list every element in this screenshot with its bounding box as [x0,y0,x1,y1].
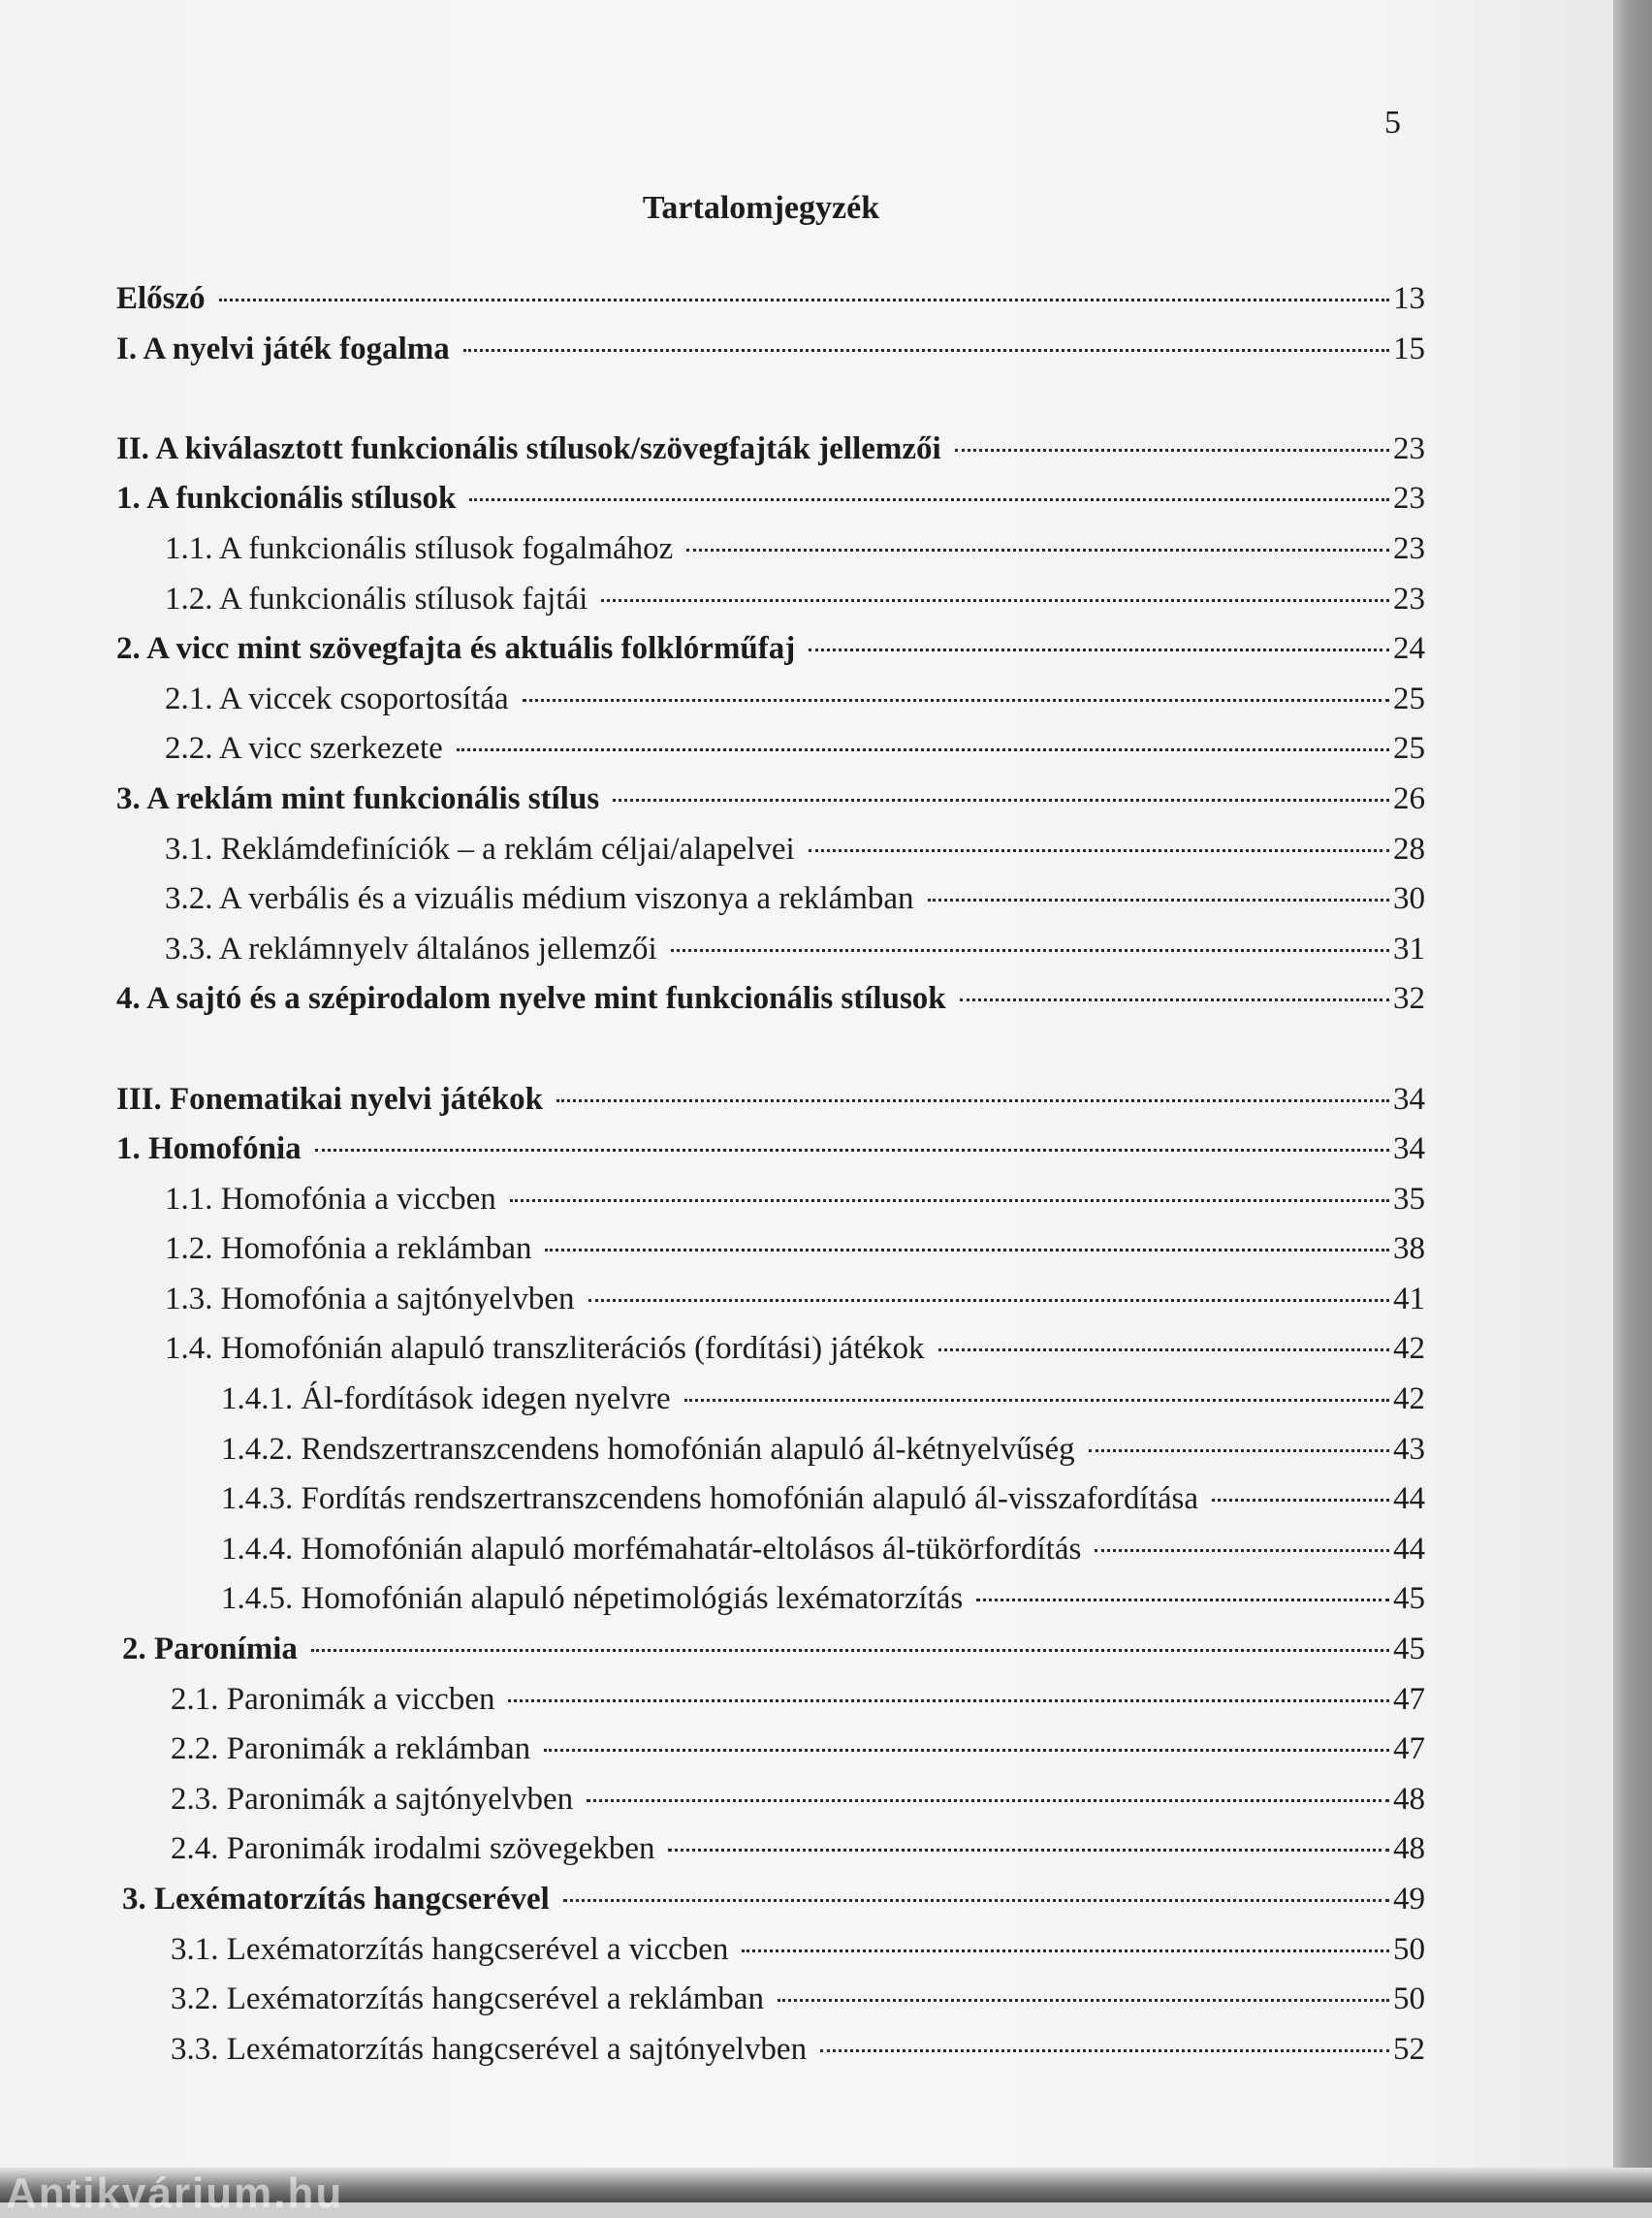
toc-entry-label: 1.4.1. Ál-fordítások idegen nyelvre [221,1381,671,1417]
dot-leader [742,1949,1389,1952]
toc-entry-page: 44 [1393,1481,1425,1517]
dot-leader [671,949,1389,952]
dot-leader [820,2049,1389,2052]
toc-entry-page: 43 [1393,1431,1425,1467]
toc-entry-page: 32 [1393,981,1425,1017]
dot-leader [469,498,1389,501]
toc-entry-page: 24 [1393,631,1425,667]
dot-leader [508,1699,1389,1702]
dot-leader [545,1249,1389,1252]
toc-entry-page: 15 [1393,331,1425,366]
toc-entry-label: II. A kiválasztott funkcionális stílusok/szövegfajták jellemzői [116,430,941,466]
toc-entry-label: 1.4.4. Homofónián alapuló morfémahatár-eltolásos ál-tükörfordítás [221,1531,1082,1567]
toc-entry-page: 35 [1393,1181,1425,1217]
dot-leader [311,1649,1389,1652]
dot-leader [778,1999,1389,2002]
toc-entry [116,1481,1425,1532]
toc-entry [116,1581,1425,1632]
dot-leader [1212,1499,1389,1502]
toc-entry-label: 2.3. Paronimák a sajtónyelvben [171,1781,574,1817]
toc-entry [116,731,1425,781]
toc-entry-label: I. A nyelvi játék fogalma [116,331,450,366]
dot-leader [955,449,1389,452]
toc-entry-label: 1.1. Homofónia a viccben [165,1181,496,1217]
dot-leader [960,998,1389,1001]
toc-entry-label: 3. Lexématorzítás hangcserével [122,1882,550,1917]
table-of-contents [116,281,1425,2081]
toc-entry-label: 1.4.2. Rendszertranszcendens homofónián alapuló ál-kétnyelvűség [221,1431,1075,1467]
toc-entry-label: 3.3. Lexématorzítás hangcserével a sajtónyelvben [171,2031,808,2067]
toc-entry [116,881,1425,932]
dot-leader [315,1149,1389,1152]
toc-entry-page: 34 [1393,1131,1425,1167]
toc-entry-page: 41 [1393,1281,1425,1316]
toc-entry-page: 44 [1393,1531,1425,1567]
toc-entry-page: 52 [1393,2031,1425,2067]
toc-entry-label: 3.3. A reklámnyelv általános jellemzői [165,931,657,966]
dot-leader [588,1299,1390,1302]
dot-leader [587,1799,1389,1802]
dot-leader [1089,1449,1389,1452]
dot-leader [463,349,1389,352]
toc-entry-page: 42 [1393,1331,1425,1367]
toc-entry [116,781,1425,832]
toc-entry-label: 3.1. Reklámdefiníciók – a reklám céljai/alapelvei [165,831,795,867]
toc-entry-page: 49 [1393,1882,1425,1917]
toc-entry-page: 25 [1393,681,1425,716]
toc-entry-label: 2.1. A viccek csoportosítáa [165,681,509,716]
toc-entry [116,481,1425,531]
toc-entry [116,281,1425,332]
toc-entry-page: 23 [1393,530,1425,566]
toc-entry-page: 23 [1393,581,1425,617]
toc-entry-label: 4. A sajtó és a szépirodalom nyelve mint funkcionális stílusok [116,981,946,1017]
dot-leader [510,1199,1389,1202]
toc-entry-label: 2. A vicc mint szövegfajta és aktuális folklórműfaj [116,631,796,667]
toc-entry [116,1282,1425,1332]
toc-entry-label: 1.4. Homofónián alapuló transzliterációs (fordítási) játékok [165,1331,925,1367]
toc-entry [116,1831,1425,1882]
dot-leader [938,1348,1389,1351]
toc-entry [116,332,1425,382]
toc-entry-label: 1.4.3. Fordítás rendszertranszcendens homofónián alapuló ál-visszafordítása [221,1481,1199,1517]
toc-entry [116,1932,1425,1982]
toc-entry-label: 1.2. Homofónia a reklámban [165,1231,532,1267]
page-number: 5 [1384,105,1401,141]
toc-entry-label: III. Fonematikai nyelvi játékok [116,1081,544,1117]
toc-entry [116,531,1425,582]
toc-entry-page: 23 [1393,430,1425,466]
toc-entry-label: 2.4. Paronimák irodalmi szövegekben [171,1831,655,1867]
toc-entry [116,1082,1425,1132]
toc-entry-page: 47 [1393,1681,1425,1717]
toc-entry-page: 42 [1393,1381,1425,1417]
toc-entry-label: 2. Paronímia [122,1632,298,1667]
toc-entry [116,681,1425,732]
toc-entry [116,1882,1425,1932]
toc-entry-label: 1.1. A funkcionális stílusok fogalmához [165,530,674,566]
toc-entry [116,2032,1425,2082]
toc-entry [116,1432,1425,1482]
toc-entry-label: 3.2. A verbális és a vizuális médium viszonya a reklámban [165,881,914,917]
toc-entry [116,832,1425,882]
toc-entry [116,1682,1425,1732]
toc-entry [116,582,1425,632]
toc-entry-page: 47 [1393,1731,1425,1767]
toc-entry-page: 28 [1393,831,1425,867]
dot-leader [613,799,1389,802]
toc-entry-page: 48 [1393,1781,1425,1817]
toc-entry-label: 2.2. A vicc szerkezete [165,731,443,767]
dot-leader [1095,1549,1389,1552]
toc-entry [116,932,1425,982]
dot-leader [809,849,1389,852]
toc-entry-page: 50 [1393,1931,1425,1967]
toc-entry [116,1182,1425,1232]
toc-entry-page: 50 [1393,1981,1425,2017]
toc-entry [116,431,1425,482]
page-edge-shadow [1613,0,1652,2202]
toc-entry [116,1331,1425,1381]
dot-leader [219,299,1389,301]
dot-leader [601,599,1389,602]
dot-leader [976,1599,1389,1601]
dot-leader [544,1749,1389,1752]
toc-entry-label: Előszó [116,281,206,316]
toc-entry [116,1981,1425,2032]
toc-entry-page: 30 [1393,881,1425,917]
dot-leader [686,549,1389,552]
toc-title: Tartalomjegyzék [642,190,880,226]
toc-entry-page: 26 [1393,780,1425,816]
toc-entry-page: 45 [1393,1632,1425,1667]
toc-entry [116,1632,1425,1682]
toc-entry-label: 1.4.5. Homofónián alapuló népetimológiás lexématorzítás [221,1581,964,1617]
toc-entry-label: 3.1. Lexématorzítás hangcserével a viccben [171,1931,729,1967]
dot-leader [563,1899,1389,1902]
dot-leader [523,699,1389,702]
toc-entry-label: 2.2. Paronimák a reklámban [171,1731,531,1767]
toc-entry-label: 1. Homofónia [116,1131,302,1167]
dot-leader [457,748,1389,751]
toc-entry-page: 23 [1393,481,1425,517]
toc-entry-label: 1. A funkcionális stílusok [116,481,457,517]
dot-leader [928,899,1389,902]
toc-entry-page: 45 [1393,1581,1425,1617]
toc-entry-label: 1.3. Homofónia a sajtónyelvben [165,1281,575,1316]
dot-leader [684,1399,1389,1402]
toc-entry-page: 25 [1393,731,1425,767]
toc-entry-page: 38 [1393,1231,1425,1267]
toc-entry [116,981,1425,1031]
toc-entry-page: 31 [1393,931,1425,966]
toc-entry-label: 2.1. Paronimák a viccben [171,1681,495,1717]
toc-entry-page: 48 [1393,1831,1425,1867]
toc-entry [116,631,1425,681]
toc-entry [116,1381,1425,1432]
dot-leader [668,1849,1389,1852]
watermark: Antikvárium.hu [6,2170,344,2217]
toc-entry-page: 13 [1393,281,1425,316]
toc-entry-label: 3. A reklám mint funkcionális stílus [116,780,600,816]
dot-leader [809,649,1389,651]
toc-entry-label: 1.2. A funkcionális stílusok fajtái [165,581,588,617]
dot-leader [556,1099,1389,1102]
toc-entry-page: 34 [1393,1081,1425,1117]
toc-entry [116,1532,1425,1582]
toc-entry [116,1731,1425,1782]
toc-entry [116,1131,1425,1182]
toc-entry [116,1231,1425,1282]
toc-entry-label: 3.2. Lexématorzítás hangcserével a reklámban [171,1981,765,2017]
toc-entry [116,1782,1425,1832]
